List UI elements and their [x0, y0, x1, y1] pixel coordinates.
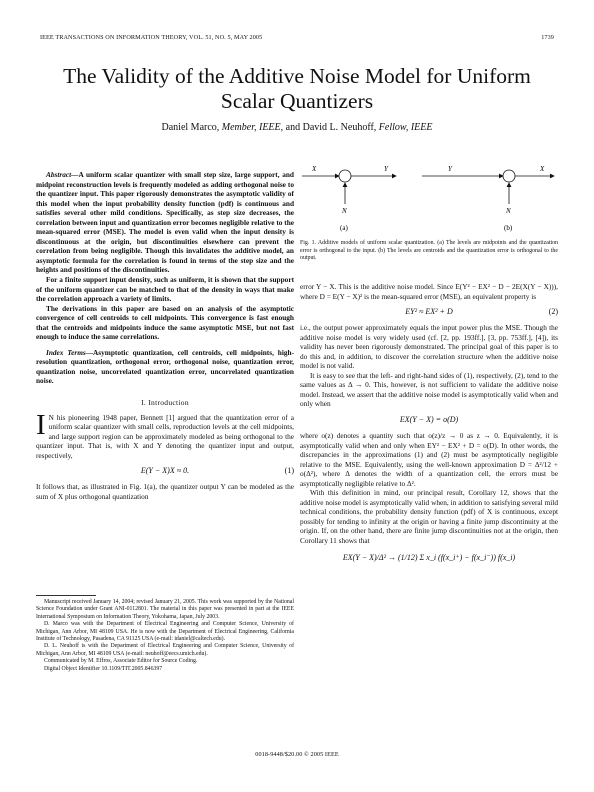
equation-3-row	[300, 409, 558, 431]
section-heading-introduction: I. Introduction	[141, 398, 189, 408]
label-n-b: N	[506, 207, 511, 215]
right-p2: i.e., the output power approximately equals the input power plus the MSE. Though the additive noise model is very widely used (cf. [2, pp. 193ff.], [3, pp. 753ff.], [4]), its validity has never been rigorously demonstrated. The principal goal of this paper is to do this and, in addition, to discover the correlation structure when the additive noise model is not valid.	[300, 323, 558, 371]
footnote-rule	[36, 595, 96, 596]
footnote-neuhoff: D. L. Neuhoff is with the Department of Electrical Engineering and Computer Science, University of Michigan, Ann Arbor, MI 48109 USA (e-mail: neuhoff@eecs.umich.edu).	[36, 643, 294, 657]
page-number: 1739	[541, 34, 554, 41]
author-and: and	[285, 122, 301, 133]
running-header: IEEE TRANSACTIONS ON INFORMATION THEORY, VOL. 51, NO. 5, MAY 2005	[40, 34, 263, 41]
label-x-a: X	[312, 165, 317, 173]
label-y-b: Y	[448, 165, 452, 173]
left-column	[36, 170, 294, 501]
equation-3: EX(Y − X) = o(D)	[399, 415, 459, 425]
figure-1a	[302, 165, 396, 232]
footnote-manuscript: Manuscript received January 14, 2004; revised January 21, 2005. This work was supported by the National Science Foundation under Grant ANI-0112801. The material in this paper was presented in part at the IEEE International Symposium on Information Theory, Yokohama, Japan, July 2003.	[36, 599, 294, 620]
footnotes	[36, 599, 294, 673]
abstract-p3: The derivations in this paper are based on an analysis of the asymptotic convergence of cell centroids to cell midpoints. This convergence is fast enough that the centroids and midpoints induce the same asymptotic MSE, but not fast enough to induce the same correlations.	[36, 303, 294, 342]
tag-b: (b)	[504, 224, 513, 232]
equation-2: EY² ≈ EX² + D	[405, 307, 453, 317]
abstract-p1: Abstract—A uniform scalar quantizer with small step size, large support, and midpoint reconstruction levels is frequently modeled as adding orthogonal noise to the quantizer input. This paper rigorously demonstrates the asymptotic validity of this model when the input probability density function (pdf) is continuous and satisfies several other mild conditions. Specifically, as step size decreases, the correlation between input and quantization error becomes negligible relative to the mean-squared error (MSE). The model is even valid when the input density is discontinuous at the origin, but discontinuities elsewhere can prevent the correlation from being negligible. Though this invalidates the additive model, an asymptotic formula for the correlation is found in terms of the step size and the heights and positions of the discontinuities.	[36, 170, 294, 275]
author-1: Daniel Marco,	[161, 122, 220, 133]
figure-1-diagram	[300, 158, 558, 236]
index-terms-label: Index Terms—	[46, 347, 94, 357]
intro-p2: It follows that, as illustrated in Fig. 1(a), the quantizer output Y can be modeled as the sum of X plus orthogonal quantization	[36, 482, 294, 501]
figure-1-caption: Fig. 1. Additive models of uniform scalar quantization. (a) The levels are midpoints and the quantization error is orthogonal to the input. (b) The levels are centroids and the quantization error is orthogonal to the output.	[300, 240, 558, 262]
title-line-1: The Validity of the Additive Noise Model for Uniform	[63, 64, 531, 88]
right-p3: It is easy to see that the left- and right-hand sides of (1), respectively, (2), tend to the same values as Δ → 0. This, however, is not sufficient to validate the additive noise model. Instead, we assert that the additive noise model is asymptotically valid when and only when	[300, 370, 558, 409]
abstract-label: Abstract—	[46, 170, 79, 179]
equation-2-number: (2)	[548, 307, 558, 317]
author-2-title: Fellow, IEEE	[378, 122, 433, 133]
right-column	[300, 282, 558, 570]
right-p1: error Y − X. This is the additive noise model. Since E(Y² − EX² − D − 2E(X(Y − X))), where D = E(Y − X)² is the mean-squared error (MSE), an equivalent property is	[300, 282, 558, 301]
equation-2-row	[300, 301, 558, 323]
equation-4-row	[300, 546, 558, 570]
index-terms: Index Terms—Asymptotic quantization, cell centroids, cell midpoints, high-resolution quantization, orthogonal error, orthogonal noise, quantization error, quantization noise, uncorrelated quantization error, uncorrelated quantization noise.	[36, 347, 295, 386]
equation-1: E(Y − X)X ≈ 0.	[140, 466, 190, 476]
adder-node-a	[339, 170, 351, 182]
footnote-doi: Digital Object Identifier 10.1109/TIT.2005.846397	[44, 665, 163, 672]
figure-1b	[422, 165, 554, 232]
footnote-communicated: Communicated by M. Effros, Associate Editor for Source Coding.	[44, 658, 198, 665]
right-p4: where o(z) denotes a quantity such that o(z)/z → 0 as z → 0. Equivalently, it is asymptotically valid when and only when EY² − EX² + D = o(D). In other words, the discrepancies in the approximations (1) and (2) must be asymptotically negligible relative to the MSE. Equivalently, using the well-known approximation D = Δ²/12 + o(Δ²), where Δ denotes the width of a quantization cell, the errors must be asymptotically negligible relative to Δ².	[300, 431, 558, 488]
equation-1-number: (1)	[284, 466, 294, 476]
title-line-2: Scalar Quantizers	[220, 89, 374, 113]
label-n-a: N	[342, 207, 347, 215]
copyright-footer: 0018-9448/$20.00 © 2005 IEEE	[255, 751, 339, 758]
author-line	[0, 122, 594, 133]
author-1-title: Member, IEEE,	[221, 122, 284, 133]
footnote-marco: D. Marco was with the Department of Electrical Engineering and Computer Science, University of Michigan, Ann Arbor, MI 48109 USA. He is now with the Department of Electrical Engineering, California Institute of Technology, Pasadena, CA 91125 USA (e-mail: idaniel@caltech.edu).	[36, 621, 294, 643]
intro-p1: I N his pioneering 1948 paper, Bennett [1] argued that the quantization error of a uniform scalar quantizer with small cells, reproduction levels at the cell midpoints, and large support region can be approximately modeled as being orthogonal to the quantizer input. That is, with X and Y denoting the quantizer input and output, respectively,	[36, 408, 294, 460]
right-p5: With this definition in mind, our principal result, Corollary 12, shows that the additive noise model is asymptotically valid when, in addition to satisfying several mild technical conditions, the probability density function (pdf) of X is continuous, except possibly for tending to infinity at the origin or having a finite jump discontinuity at the origin. If, on the other hand, there are finite jump discontinuities not at the origin, then Corollary 11 shows that	[300, 488, 558, 546]
paper-title	[0, 64, 594, 114]
equation-4: EX(Y − X)/Δ² → (1/12) Σ x_i (f(x_i⁺) − f(x_i⁻)) f(x_i)	[342, 552, 516, 562]
tag-a: (a)	[340, 224, 348, 232]
label-y-a: Y	[384, 165, 388, 173]
abstract-p2: For a finite support input density, such as uniform, it is shown that the support of the uniform quantizer can be matched to that of the density in ways that make the correlation approach a variety of limits.	[36, 275, 294, 304]
label-x-b: X	[540, 165, 545, 173]
adder-node-b	[503, 170, 515, 182]
equation-1-row	[36, 460, 294, 482]
author-2: David L. Neuhoff,	[302, 122, 377, 133]
drop-cap: I	[36, 408, 46, 441]
